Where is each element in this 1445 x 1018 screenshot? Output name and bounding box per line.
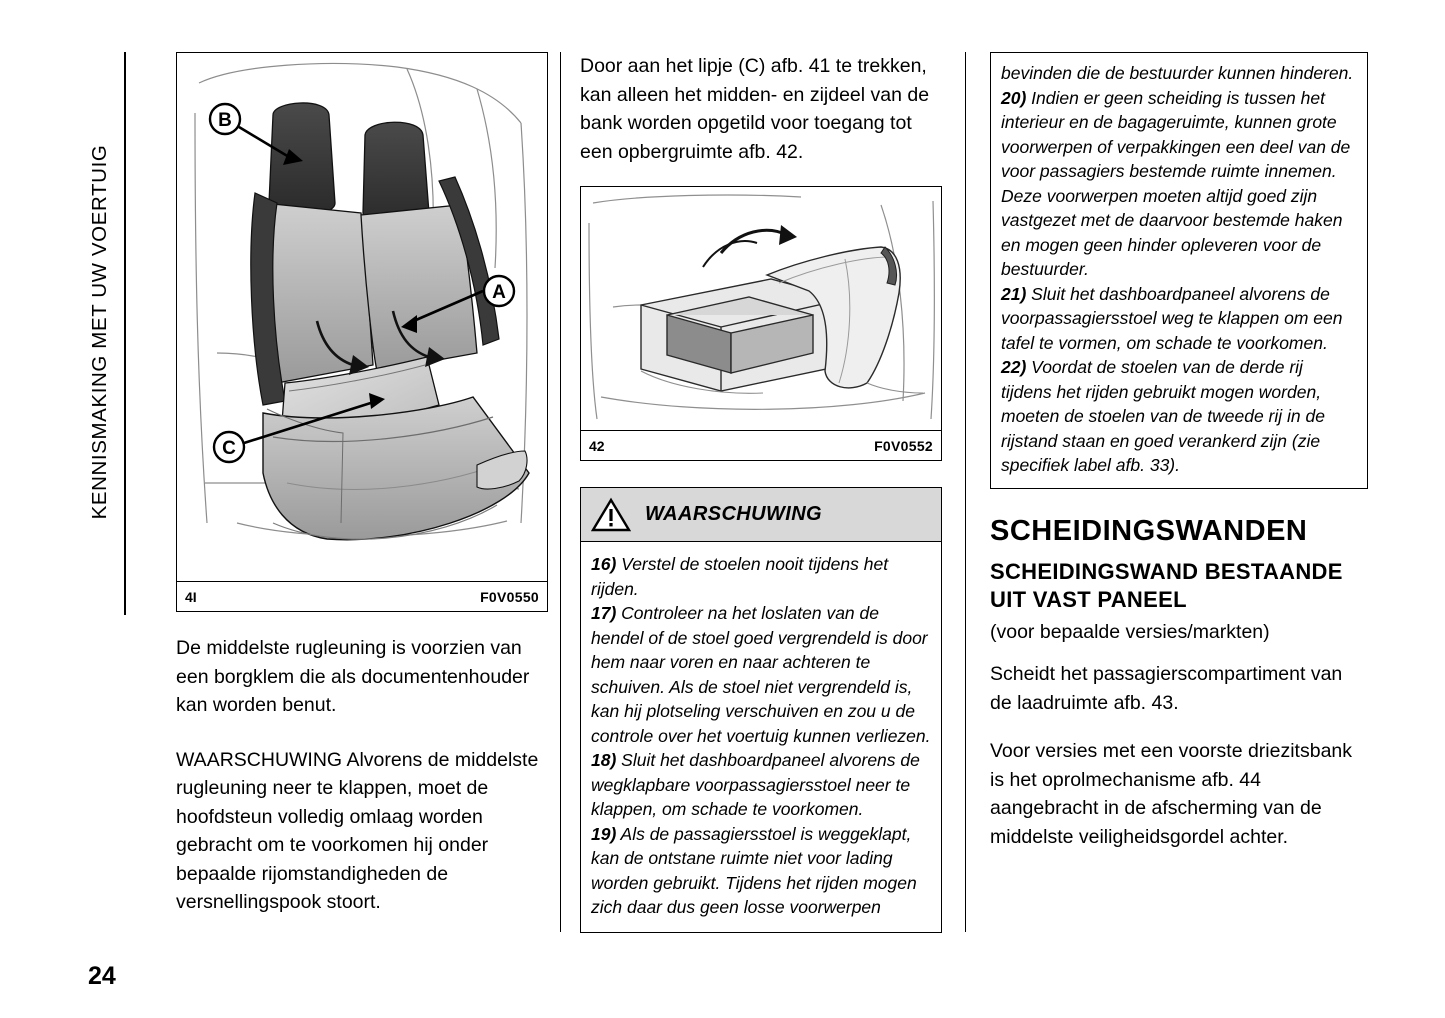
figure-41 [176, 52, 548, 612]
column-divider-2 [965, 52, 966, 932]
page-number: 24 [88, 962, 116, 990]
column-1-text [176, 634, 548, 917]
warning-item [591, 601, 931, 748]
column-2 [580, 52, 942, 933]
figure-41-illustration [177, 53, 547, 581]
warning-item [591, 822, 931, 920]
svg-text:B: B [218, 110, 232, 131]
warning-item-number: 19) [591, 823, 617, 844]
column-3 [990, 52, 1368, 877]
column-2-intro [580, 52, 942, 166]
warning-item-number: 21) [1001, 283, 1027, 304]
figure-42-number: 42 [589, 437, 605, 454]
warning-item [591, 748, 931, 822]
figure-42-illustration [581, 187, 941, 430]
warning-item [1001, 282, 1357, 356]
warning-item [1001, 86, 1357, 282]
warning-title: WAARSCHUWING [645, 503, 823, 525]
paragraph: De middelste rugleuning is voorzien van een borgklem die als documentenhouder kan worden benut. [176, 637, 530, 716]
warning-items [581, 542, 941, 932]
warning-lead-text: bevinden die de bestuurder kunnen hinderen. [1001, 63, 1354, 83]
warning-item-number: 18) [591, 750, 617, 770]
warning-box [580, 487, 942, 933]
paragraph: (voor bepaalde versies/markten) [990, 620, 1270, 643]
chapter-tab-label: KENNISMAKING MET UW VOERTUIG [88, 144, 111, 520]
warning-item [1001, 355, 1357, 478]
side-tab-area [0, 0, 124, 1018]
warning-item [591, 552, 931, 601]
figure-42 [580, 186, 942, 461]
column-divider-1 [560, 52, 561, 932]
figure-41-caption [177, 581, 547, 611]
warning-item-text: Controleer na het loslaten van de hendel of de stoel goed vergrendeld is door hem naar voren en naar achteren te schuiven. Als de stoel niet vergrendeld is, kan hij plotseling verschuiven en zou u de controle over het voertuig kunnen verliezen. [591, 603, 931, 746]
warning-item-number: 22) [1001, 357, 1027, 377]
column-3-text [990, 618, 1368, 852]
svg-text:A: A [492, 282, 506, 303]
warning-box-continued [990, 52, 1368, 489]
warning-item-text: Sluit het dashboardpaneel alvorens de wegklapbare voorpassagiersstoel neer te klappen, om schade te voorkomen. [591, 750, 920, 819]
side-tab-rule [124, 52, 126, 615]
paragraph: Door aan het lipje (C) afb. 41 te trekken, kan alleen het midden- en zijdeel van de bank worden opgetild voor toegang tot een opbergruimte afb. 42. [580, 55, 930, 163]
warning-item-number: 16) [591, 554, 617, 574]
warning-item-text: Als de passagiersstoel is weggeklapt, kan de ontstane ruimte niet voor lading worden gebruikt. Tijdens het rijden mogen zich daar dus geen losse voorwerpen [591, 823, 917, 917]
figure-41-code: F0V0550 [480, 588, 539, 605]
warning-header [581, 488, 941, 542]
warning-item-text: Verstel de stoelen nooit tijdens het rijden. [591, 554, 889, 599]
warning-triangle-icon [591, 497, 631, 533]
figure-42-caption [581, 430, 941, 460]
warning-item-number: 17) [591, 603, 617, 623]
svg-text:C: C [222, 438, 236, 459]
figure-41-number: 4I [185, 588, 197, 605]
warning-item-text: Indien er geen scheiding is tussen het interieur en de bagageruimte, kunnen grote voorwerpen of verpakkingen een deel van de voor passagiers bestemde ruimte innemen. Deze voorwerpen moeten altijd goed zijn vastgezet met de daarvoor bestemde haken en mogen geen hinder opleveren voor de bestuurder. [1001, 87, 1351, 279]
section-heading: SCHEIDINGSWANDEN [990, 514, 1308, 547]
subsection-heading: SCHEIDINGSWAND BESTAANDE UIT VAST PANEEL [990, 558, 1343, 612]
paragraph: Scheidt het passagierscompartiment van de laadruimte afb. 43. [990, 663, 1343, 714]
figure-42-code: F0V0552 [874, 437, 933, 454]
warning-item-number: 20) [1001, 87, 1027, 108]
warning-item-text: Sluit het dashboardpaneel alvorens de voorpassagiersstoel weg te klappen om een tafel te vormen, om schade te voorkomen. [1001, 283, 1343, 353]
paragraph: Voor versies met een voorste driezitsbank is het oprolmechanisme afb. 44 aangebracht in de afscherming van de middelste veiligheidsgordel achter. [990, 740, 1353, 848]
column-1 [176, 52, 548, 943]
warning-item-text: Voordat de stoelen van de derde rij tijdens het rijden gebruikt mogen worden, moeten de stoelen van de tweede rij in de rijstand staan en goed verankerd zijn (zie specifiek label afb. 33). [1001, 357, 1325, 475]
paragraph: WAARSCHUWING Alvorens de middelste rugleuning neer te klappen, moet de hoofdsteun volledig omlaag worden gebracht om te voorkomen hij onder bepaalde rijomstandigheden de versnellingspook stoort. [176, 748, 539, 913]
